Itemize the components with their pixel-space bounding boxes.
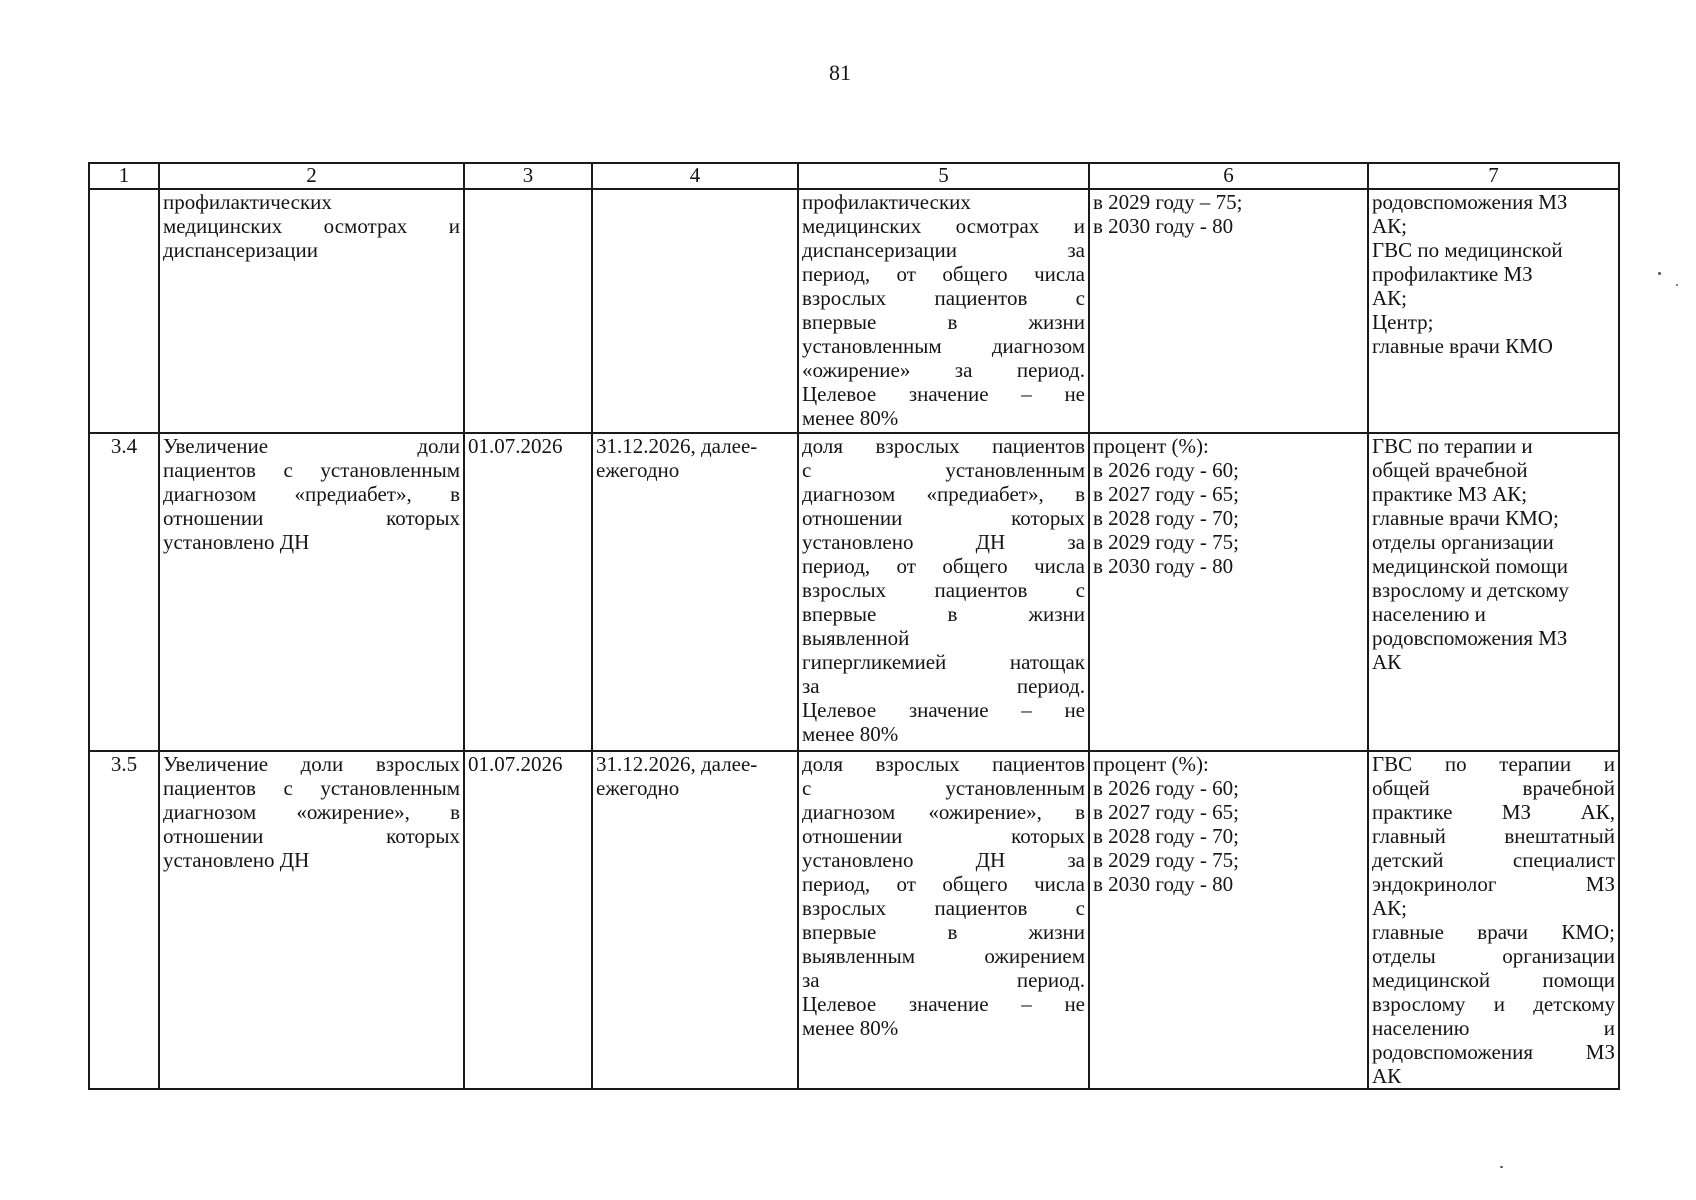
cell-line: диагнозом «предиабет», в [163,482,460,506]
cell-line: Увеличение доли [163,434,460,458]
cell-line: установленным диагнозом [802,334,1085,358]
cell-line: выявленной [802,626,910,650]
cell-line: период, от общего числа [802,872,1085,896]
cell-line: практике МЗ АК, [1372,800,1615,824]
cell-line: главные врачи КМО; [1372,920,1615,944]
measure-name [159,751,464,1089]
cell-line: главные врачи КМО [1372,334,1553,358]
cell-line: взрослых пациентов с [802,578,1085,602]
cell-line: пациентов с установленным [163,458,460,482]
row-number: 3.4 [89,433,159,751]
cell-line: взрослому и детскому [1372,578,1569,602]
cell-line: с установленным [802,458,1085,482]
cell-line: Целевое значение – не [802,698,1085,722]
header-row [89,163,1619,189]
responsible [1368,433,1619,751]
cell-line: взрослых пациентов с [802,896,1085,920]
cell-line: АК; [1372,286,1408,310]
cell-line: отношении которых [802,824,1085,848]
row-number: 3.5 [89,751,159,1089]
cell-line: установлено ДН [163,848,310,872]
cell-line: Центр; [1372,310,1434,334]
cell-line: отделы организации [1372,530,1554,554]
cell-line: Целевое значение – не [802,992,1085,1016]
cell-line: доля взрослых пациентов [802,434,1085,458]
cell-line: ГВС по медицинской [1372,238,1563,262]
scan-speck [1500,1166,1503,1168]
cell-line: 31.12.2026, далее- [596,752,758,776]
cell-line: профилактике МЗ [1372,262,1533,286]
cell-line: профилактических [802,190,971,214]
scan-speck [1658,272,1661,275]
cell-line: АК [1372,650,1402,674]
column-header: 5 [798,163,1089,189]
column-header: 4 [592,163,798,189]
cell-line: АК [1372,1064,1402,1088]
cell-line: родовспоможения МЗ [1372,190,1568,214]
cell-line: отношении которых [163,824,460,848]
cell-line: отношении которых [802,506,1085,530]
cell-line: населению и [1372,602,1486,626]
cell-line: общей врачебной [1372,458,1528,482]
row-number [89,189,159,433]
cell-line: в 2027 году - 65; [1093,800,1239,824]
cell-line: главные врачи КМО; [1372,506,1559,530]
cell-line: пациентов с установленным [163,776,460,800]
cell-line: в 2028 году - 70; [1093,824,1239,848]
cell-line: взрослому и детскому [1372,992,1615,1016]
target-values [1089,189,1368,433]
cell-line: гипергликемией натощак [802,650,1085,674]
end-date [592,189,798,433]
cell-line: медицинской помощи [1372,554,1568,578]
column-header: 7 [1368,163,1619,189]
cell-line: профилактических [163,190,332,214]
cell-line: населению и [1372,1016,1615,1040]
cell-line: в 2026 году - 60; [1093,776,1239,800]
column-header: 3 [464,163,592,189]
measure-name [159,189,464,433]
cell-line: за период. [802,968,1085,992]
cell-line: диспансеризации [163,238,319,262]
cell-line: процент (%): [1093,752,1209,776]
cell-line: диагнозом «ожирение», в [163,800,460,824]
column-header: 1 [89,163,159,189]
cell-line: ГВС по терапии и [1372,752,1615,776]
cell-line: ежегодно [596,776,680,800]
table-row [89,189,1619,433]
table-row [89,751,1619,1089]
indicator [798,189,1089,433]
end-date [592,751,798,1089]
cell-line: доля взрослых пациентов [802,752,1085,776]
cell-line: АК; [1372,896,1408,920]
cell-line: ГВС по терапии и [1372,434,1533,458]
target-values [1089,751,1368,1089]
cell-line: диагнозом «предиабет», в [802,482,1085,506]
cell-line: за период. [802,674,1085,698]
indicator [798,751,1089,1089]
cell-line: в 2030 году - 80 [1093,554,1234,578]
cell-line: в 2029 году – 75; [1093,190,1243,214]
cell-line: эндокринолог МЗ [1372,872,1615,896]
cell-line: «ожирение» за период. [802,358,1085,382]
cell-line: АК; [1372,214,1408,238]
cell-line: диагнозом «ожирение», в [802,800,1085,824]
cell-line: менее 80% [802,1016,899,1040]
cell-line: выявленным ожирением [802,944,1085,968]
cell-line: впервые в жизни [802,602,1085,626]
cell-line: менее 80% [802,406,899,430]
start-date: 01.07.2026 [464,751,592,1089]
cell-line: медицинских осмотрах и [163,214,460,238]
responsible [1368,751,1619,1089]
column-header: 2 [159,163,464,189]
cell-line: в 2030 году - 80 [1093,214,1234,238]
cell-line: установлено ДН за [802,848,1085,872]
cell-line: практике МЗ АК; [1372,482,1528,506]
cell-line: в 2026 году - 60; [1093,458,1239,482]
cell-line: установлено ДН за [802,530,1085,554]
cell-line: детский специалист [1372,848,1615,872]
cell-line: родовспоможения МЗ [1372,626,1568,650]
scan-speck [1676,284,1678,286]
cell-line: отношении которых [163,506,460,530]
cell-line: в 2030 году - 80 [1093,872,1234,896]
cell-line: впервые в жизни [802,310,1085,334]
start-date: 01.07.2026 [464,433,592,751]
cell-line: процент (%): [1093,434,1209,458]
measures-table [88,162,1620,1090]
cell-line: менее 80% [802,722,899,746]
cell-line: период, от общего числа [802,554,1085,578]
table-row [89,433,1619,751]
page-number: 81 [829,60,851,85]
cell-line: 31.12.2026, далее- [596,434,758,458]
cell-line: период, от общего числа [802,262,1085,286]
cell-line: установлено ДН [163,530,310,554]
cell-line: в 2029 году - 75; [1093,848,1239,872]
cell-line: главный внештатный [1372,824,1615,848]
cell-line: медицинской помощи [1372,968,1615,992]
cell-line: взрослых пациентов с [802,286,1085,310]
cell-line: в 2027 году - 65; [1093,482,1239,506]
column-header: 6 [1089,163,1368,189]
responsible [1368,189,1619,433]
cell-line: в 2029 году - 75; [1093,530,1239,554]
end-date [592,433,798,751]
cell-line: с установленным [802,776,1085,800]
measure-name [159,433,464,751]
indicator [798,433,1089,751]
start-date [464,189,592,433]
target-values [1089,433,1368,751]
cell-line: общей врачебной [1372,776,1615,800]
cell-line: диспансеризации за [802,238,1085,262]
cell-line: Увеличение доли взрослых [163,752,460,776]
cell-line: медицинских осмотрах и [802,214,1085,238]
cell-line: отделы организации [1372,944,1615,968]
cell-line: впервые в жизни [802,920,1085,944]
cell-line: Целевое значение – не [802,382,1085,406]
cell-line: родовспоможения МЗ [1372,1040,1615,1064]
cell-line: ежегодно [596,458,680,482]
cell-line: в 2028 году - 70; [1093,506,1239,530]
